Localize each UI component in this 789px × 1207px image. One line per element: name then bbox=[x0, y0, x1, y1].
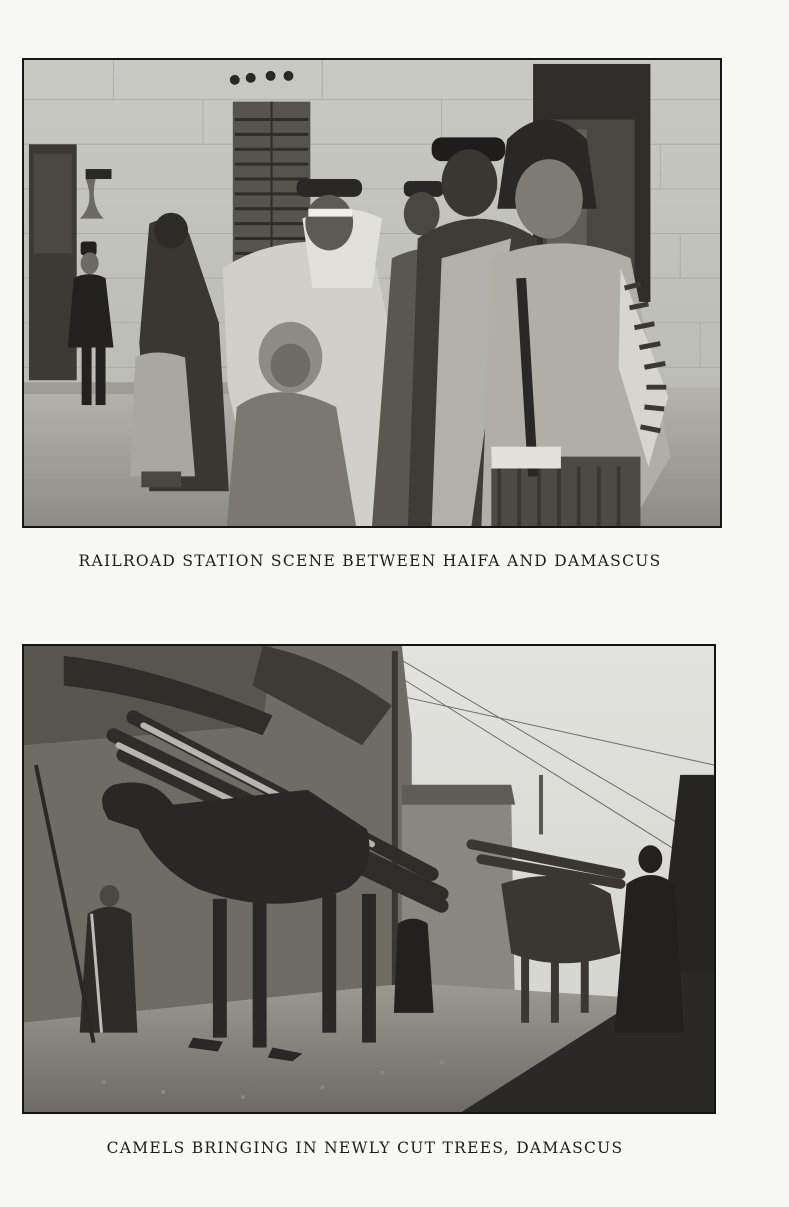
figure-caption: CAMELS BRINGING IN NEWLY CUT TREES, DAMASCUS bbox=[106, 1139, 624, 1157]
photograph-camels-damascus bbox=[22, 644, 716, 1114]
figure-caption: RAILROAD STATION SCENE BETWEEN HAIFA AND DAMASCUS bbox=[78, 552, 662, 570]
camels-photo-illustration bbox=[24, 646, 714, 1112]
photograph-railroad-station bbox=[22, 58, 722, 528]
railroad-station-photo-illustration bbox=[24, 60, 720, 526]
